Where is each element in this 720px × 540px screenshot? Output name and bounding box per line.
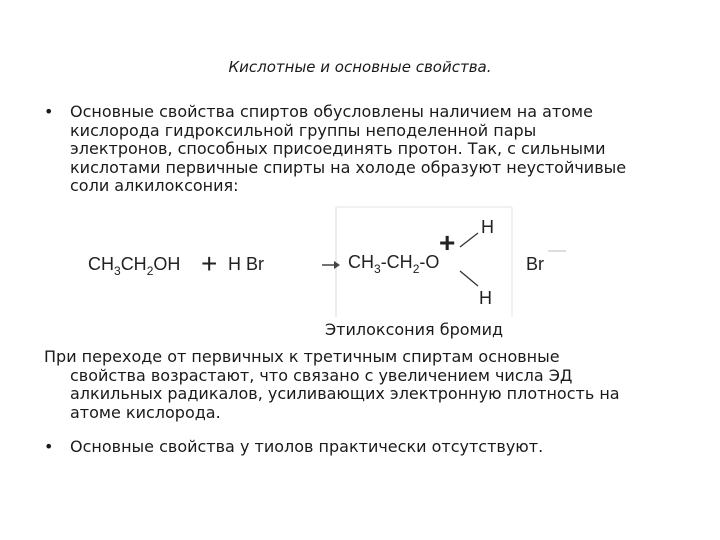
bond-o-h-top <box>460 233 478 247</box>
paragraph-line: кислотами первичные спирты на холоде образуют неустойчивые <box>70 157 627 177</box>
product-caption: Этилоксония бромид <box>325 320 504 339</box>
paragraph-line: алкильных радикалов, усиливающих электронную плотность на <box>70 384 620 403</box>
paragraph-line: свойства возрастают, что связано с увеличением числа ЭД <box>70 365 573 385</box>
hydrogen-top: H <box>481 217 494 237</box>
paragraph-line: электронов, способных присоединять протон. Так, с сильными <box>70 139 606 158</box>
paragraph-line: кислорода гидроксильной группы неподеленной пары <box>70 120 537 140</box>
product-ethyloxonium: $CH_3-CH_2-O$ <box>348 252 440 276</box>
paragraph-line: Основные свойства у тиолов практически отсутствуют. <box>70 437 544 456</box>
hydrogen-bottom: H <box>479 288 492 308</box>
paragraph-thiols <box>44 438 694 457</box>
paragraph-basic-properties <box>44 103 694 196</box>
bullet-marker: • <box>44 437 54 456</box>
paragraph-line: Основные свойства спиртов обусловлены наличием на атоме <box>70 102 593 121</box>
paragraph-line: При переходе от первичных к третичным спиртам основные <box>44 347 560 366</box>
paragraph-trend <box>44 348 704 422</box>
slide-title: Кислотные и основные свойства. <box>228 58 492 76</box>
bond-o-h-bottom <box>460 271 478 286</box>
bullet-marker: • <box>44 102 54 121</box>
paragraph-line: атоме кислорода. <box>70 402 221 422</box>
reaction-arrow-head <box>334 261 340 269</box>
reactant-hbr: H Br <box>228 254 264 274</box>
paragraph-line: соли алкилоксония: <box>70 176 239 195</box>
reactant-ethanol: $CH_3CH_2OH$ <box>88 254 181 278</box>
positive-charge: + <box>439 227 456 258</box>
bromide-anion: Br <box>526 254 544 274</box>
reaction-scheme <box>0 195 720 325</box>
plus-sign: + <box>201 248 218 279</box>
